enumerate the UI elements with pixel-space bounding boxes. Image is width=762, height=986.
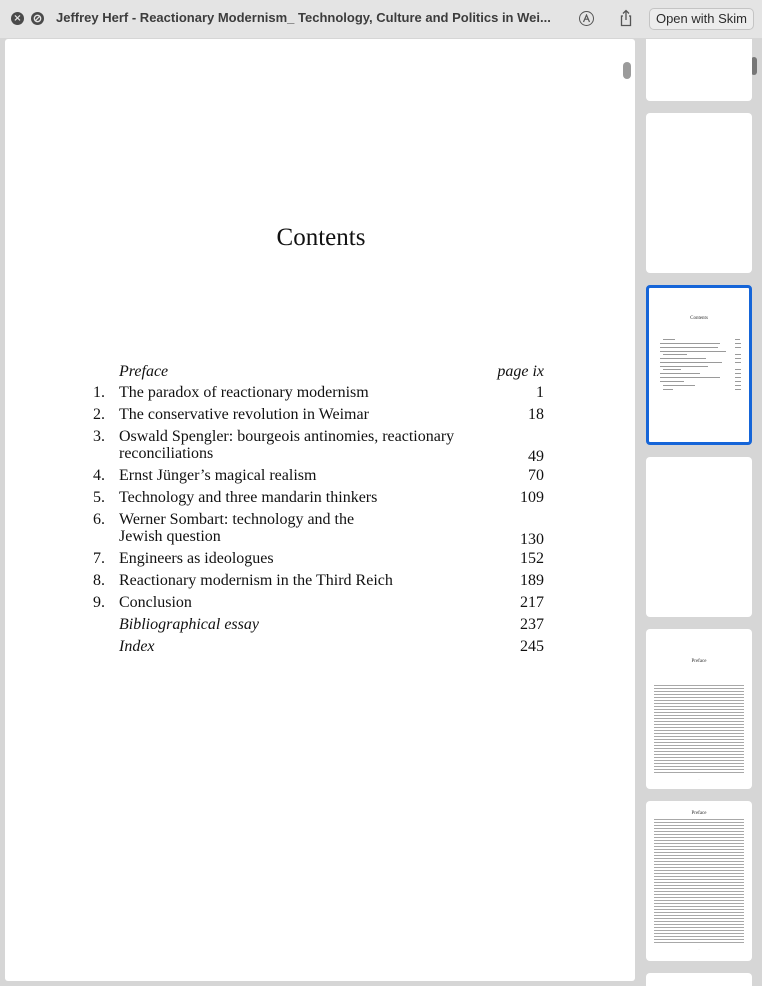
toc-title: Oswald Spengler: bourgeois antinomies, reactionary reconciliations xyxy=(119,428,455,462)
toc-page: 152 xyxy=(520,550,544,567)
toc-title: Index xyxy=(119,638,155,655)
open-with-skim-button[interactable]: Open with Skim xyxy=(649,8,754,30)
markup-icon[interactable] xyxy=(579,11,594,26)
toc-title: The conservative revolution in Weimar xyxy=(119,406,369,423)
page-thumbnail[interactable] xyxy=(646,113,752,273)
toc-number: 1. xyxy=(93,384,105,401)
toc-number: 9. xyxy=(93,594,105,611)
toc-page: 109 xyxy=(520,489,544,506)
page-title: Contents xyxy=(276,224,366,251)
title-bar xyxy=(0,0,762,38)
toc-page: 70 xyxy=(528,467,544,484)
toc-number: 5. xyxy=(93,489,105,506)
toc-title: Bibliographical essay xyxy=(119,616,259,633)
share-icon[interactable] xyxy=(618,9,634,27)
toc-number: 2. xyxy=(93,406,105,423)
thumbnail-sidebar xyxy=(640,39,762,986)
thumbnail-heading: Contents xyxy=(690,316,708,321)
toc-title: Werner Sombart: technology and the Jewish question xyxy=(119,511,355,545)
toc-page: 189 xyxy=(520,572,544,589)
toc-number: 7. xyxy=(93,550,105,567)
thumbnail-heading: Preface xyxy=(691,811,707,816)
page-thumbnail[interactable] xyxy=(646,457,752,617)
toc-title: Conclusion xyxy=(119,594,192,611)
close-icon[interactable]: × xyxy=(11,12,24,25)
toc-title: Ernst Jünger’s magical realism xyxy=(119,467,317,484)
toc-title: The paradox of reactionary modernism xyxy=(119,384,369,401)
thumbnail-heading: Preface xyxy=(691,659,707,664)
toc-number: 4. xyxy=(93,467,105,484)
window-title: Jeffrey Herf - Reactionary Modernism_ Technology, Culture and Politics in Wei... xyxy=(56,10,551,25)
toc-page: 1 xyxy=(536,384,544,401)
table-of-contents xyxy=(5,39,635,981)
toc-page: 18 xyxy=(528,406,544,423)
toc-number: 8. xyxy=(93,572,105,589)
toc-number: 6. xyxy=(93,511,105,528)
toc-number: 3. xyxy=(93,428,105,445)
document-page[interactable] xyxy=(5,39,635,981)
page-thumbnail[interactable] xyxy=(646,973,752,986)
toc-title: Reactionary modernism in the Third Reich xyxy=(119,572,393,589)
block-icon[interactable] xyxy=(31,12,44,25)
page-thumbnail[interactable]: Preface · xyxy=(646,801,752,961)
page-thumbnail[interactable]: Preface · xyxy=(646,629,752,789)
toc-page: 49 xyxy=(528,448,544,465)
page-thumbnail[interactable] xyxy=(646,39,752,101)
toc-title: Technology and three mandarin thinkers xyxy=(119,489,378,506)
toc-page: 217 xyxy=(520,594,544,611)
toc-page: 245 xyxy=(520,638,544,655)
toc-page: 237 xyxy=(520,616,544,633)
toc-title: Engineers as ideologues xyxy=(119,550,274,567)
toc-page: page ix xyxy=(497,363,544,380)
page-thumbnail-selected[interactable] xyxy=(646,285,752,445)
toc-page: 130 xyxy=(520,531,544,548)
toc-title: Preface xyxy=(119,363,169,380)
